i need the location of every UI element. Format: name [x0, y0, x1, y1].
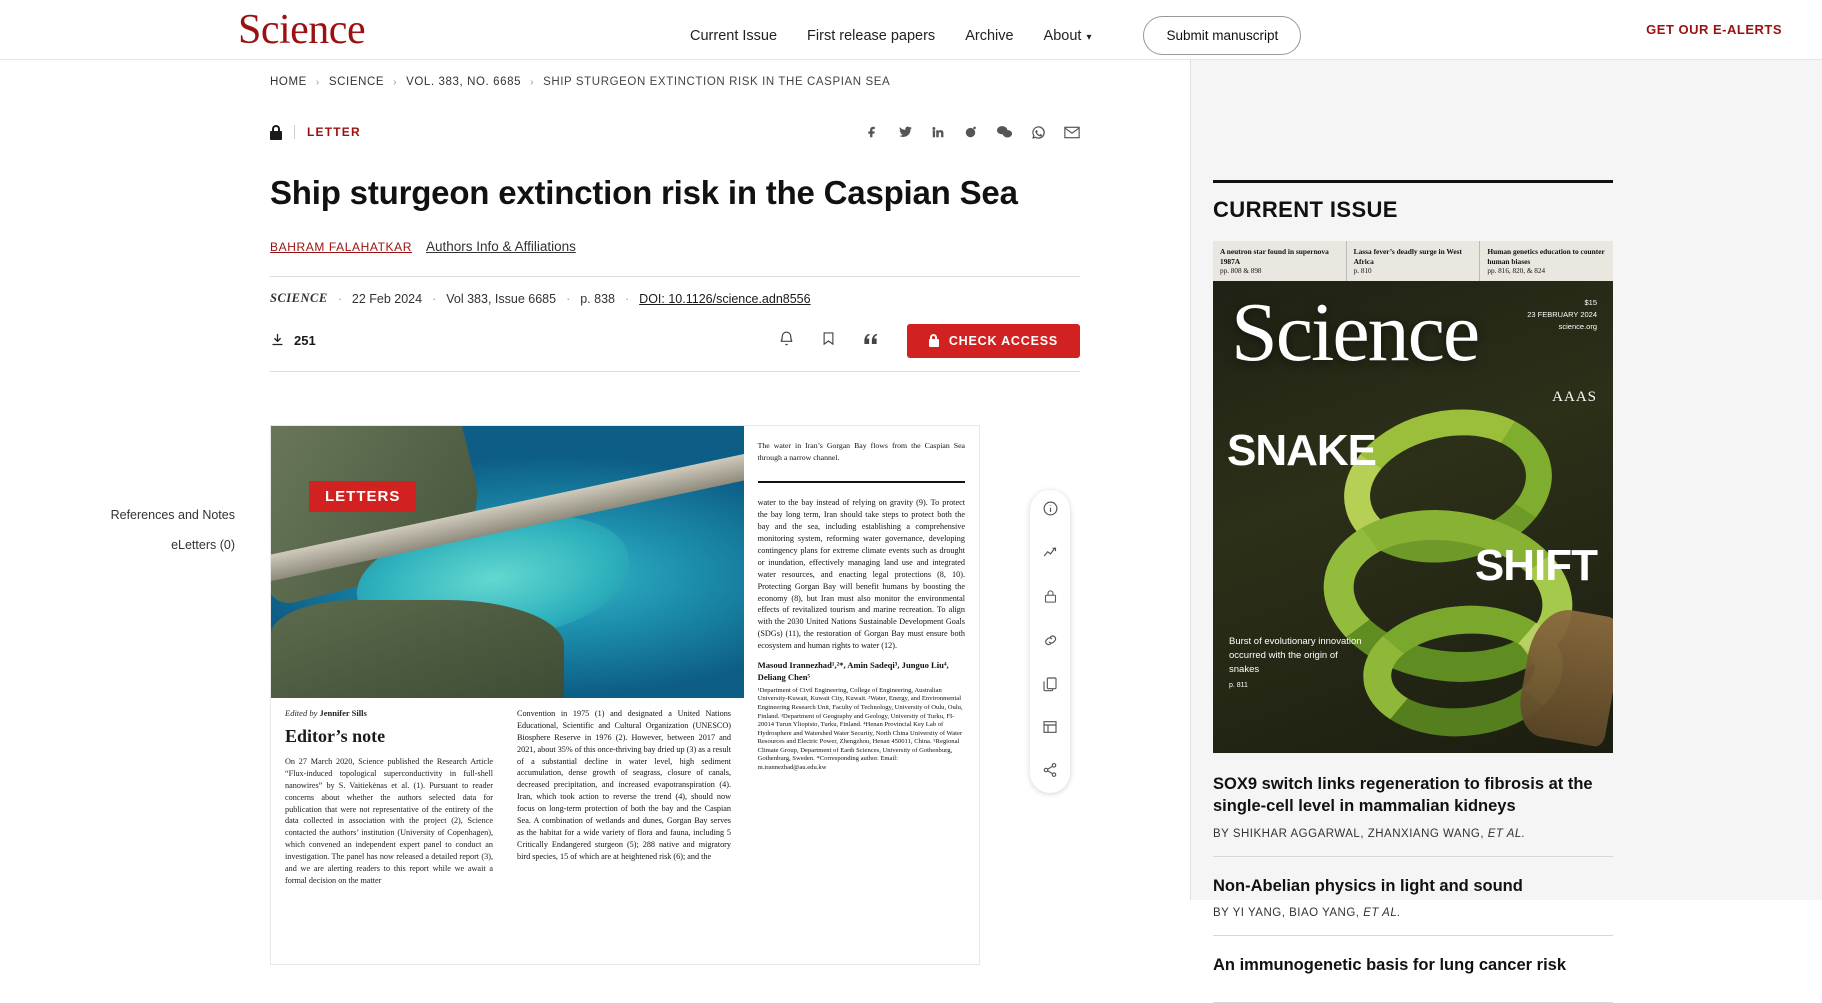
copy-icon[interactable] [1042, 676, 1058, 697]
editors-note-text: On 27 March 2020, Science published the Research Article “Flux-induced topological superconductivity in full-shell nanowires” by S. Vaitiekėnas et al. (1). Pursuant to reader concerns about whether the authors selected data for publication that were not representative of the entirety of the data collected in association with the project (2), Science contacted the authors’ institution (University of Copenhagen), which convened an independent expert panel to conduct an investigation. The panel has now released a detailed report (3), and we are alerting readers to this report while we await a formal decision on the matter [285, 757, 493, 885]
side-nav-item-references[interactable]: References and Notes [110, 508, 235, 522]
page-number: p. 838 [580, 291, 615, 306]
cover-banner [1213, 241, 1613, 281]
divider [758, 481, 965, 483]
page-title: Ship sturgeon extinction risk in the Caspian Sea [270, 174, 1018, 211]
article-side-nav [100, 500, 235, 560]
alert-bell-icon[interactable] [778, 330, 795, 352]
download-icon [270, 332, 285, 350]
byline-etal: ET AL. [1363, 906, 1401, 919]
share-icon[interactable] [1042, 762, 1058, 783]
doi-link[interactable]: DOI: 10.1126/science.adn8556 [639, 291, 811, 306]
cover-banner-title: A neutron star found in supernova 1987A [1220, 247, 1329, 266]
linkedin-icon[interactable] [931, 125, 945, 139]
pdf-column-three [744, 426, 979, 771]
side-nav-item-eletters[interactable]: eLetters (0) [171, 538, 235, 552]
article-header [270, 120, 1080, 372]
download-count-value: 251 [294, 333, 316, 349]
current-issue-panel [1213, 180, 1613, 1003]
chevron-down-icon: ▾ [1086, 31, 1092, 43]
volume-issue: Vol 383, Issue 6685 [446, 291, 557, 306]
pdf-column-three-text: water to the bay instead of relying on gravity (9). To protect the bay long term, Iran should take steps to protect both the bay and the sea, including establishing a comprehensive monitoring system, reforming water governance, developing contingency plans for extreme climate events such as drought or inundation, effectively managing land use and integrated water resources, and enacting legal protections (8, 10). Protecting Gorgan Bay will benefit humans by boosting the economy (8), but Iran must also monitor the environmental effects of revitalized tourism and marine recreation. To align with the 2030 United Nations Sustainable Development Goals (SDGs) (11), the restoration of Gorgan Bay must ensure both ecosystem and human rights to water (12). [757, 498, 965, 651]
current-issue-heading: CURRENT ISSUE [1213, 197, 1398, 222]
letters-badge: LETTERS [309, 481, 416, 512]
authors-info-affiliations-link[interactable]: Authors Info & Affiliations [426, 239, 576, 255]
breadcrumb-item-science[interactable]: SCIENCE [328, 76, 385, 88]
article-meta-row [270, 120, 1080, 144]
current-issue-article-list [1213, 753, 1613, 1003]
cover-masthead: Science [1231, 286, 1479, 379]
issue-cover[interactable] [1213, 241, 1613, 753]
photo-caption: The water in Iran’s Gorgan Bay flows from the Caspian Sea through a narrow channel. [757, 441, 965, 462]
link-icon[interactable] [1042, 632, 1059, 654]
submit-manuscript-button[interactable]: Submit manuscript [1143, 16, 1301, 55]
cover-banner-title: Lassa fever’s deadly surge in West Africa [1353, 247, 1462, 266]
cover-headline-2: SHIFT [1474, 541, 1597, 590]
nav-item-about[interactable] [1044, 28, 1092, 44]
cover-headline-1: SNAKE [1227, 426, 1377, 475]
get-e-alerts-link[interactable]: GET OUR E-ALERTS [1646, 22, 1782, 37]
cover-banner-item [1213, 241, 1347, 281]
divider [1213, 180, 1613, 183]
cover-burst-page: p. 811 [1229, 681, 1248, 689]
dot-separator: · [432, 291, 437, 306]
floating-toolbar [1030, 490, 1070, 793]
bookmark-icon[interactable] [821, 330, 836, 352]
pdf-column-two-text: Convention in 1975 (1) and designated a United Nations Educational, Scientific and Cultural Organization (UNESCO) Biosphere Reserve in 1976 (2). However, between 2017 and 2021, about 35% of this once-thriving bay dried up (3) as a result of a substantial decline in water level, high sediment accumulation, dense growth of seagrass, closure of canals, decreased precipitation, and increased evapotranspiration (4). Iran, which took action to reverse the trend (4), should now focus on long-term protection of both the bay and the Caspian Sea. A combination of wetlands and dunes, Gorgan Bay serves as the habitat for a wide variety of flora and fauna, including 5 Critically Endangered sturgeon (5); 288 native and migratory bird species, 15 of which are at heightened risk (6); and the [517, 709, 731, 861]
nav-item-current-issue[interactable]: Current Issue [690, 27, 778, 44]
breadcrumb-item-home[interactable]: HOME [270, 76, 307, 88]
check-access-label: CHECK ACCESS [948, 333, 1058, 348]
editor-name: Jennifer Sills [319, 708, 367, 718]
cover-banner-item [1347, 241, 1481, 281]
twitter-icon[interactable] [898, 125, 913, 139]
article-title[interactable]: SOX9 switch links regeneration to fibrosis at the single-cell level in mammalian kidneys [1213, 775, 1593, 816]
chevron-right-icon: › [393, 76, 398, 88]
reddit-icon[interactable] [963, 125, 978, 139]
list-item[interactable] [1213, 753, 1613, 857]
info-icon[interactable] [1042, 500, 1059, 522]
main-nav [690, 16, 1301, 55]
cover-price: $15 [1584, 298, 1597, 307]
byline-authors: BY SHIKHAR AGGARWAL, ZHANXIANG WANG, [1213, 827, 1485, 840]
lock-icon [929, 334, 939, 347]
list-item[interactable] [1213, 936, 1613, 1003]
article-authors [270, 239, 1080, 254]
cover-date: 23 FEBRUARY 2024 [1527, 310, 1597, 319]
cite-quote-icon[interactable] [862, 331, 879, 351]
cover-banner-pages: p. 810 [1353, 266, 1372, 275]
article-title[interactable]: An immunogenetic basis for lung cancer risk [1213, 955, 1567, 974]
pdf-column-two [507, 698, 745, 965]
dot-separator: · [337, 291, 342, 306]
site-header [0, 0, 1822, 60]
article-byline [1213, 828, 1613, 840]
article-publication-info [270, 276, 1080, 306]
metrics-icon[interactable] [1042, 544, 1059, 566]
nav-item-first-release[interactable]: First release papers [807, 27, 936, 44]
breadcrumb-item-current: SHIP STURGEON EXTINCTION RISK IN THE CASPIAN SEA [543, 76, 891, 88]
breadcrumb [270, 76, 890, 88]
article-byline [1213, 907, 1613, 919]
byline-authors: BY YI YANG, BIAO YANG, [1213, 906, 1360, 919]
author-name[interactable]: BAHRAM FALAHATKAR [270, 239, 413, 254]
cover-banner-item [1480, 241, 1613, 281]
publication-date: 22 Feb 2024 [351, 291, 423, 306]
article-title[interactable]: Non-Abelian physics in light and sound [1213, 876, 1523, 895]
wechat-icon[interactable] [996, 125, 1013, 139]
dot-separator: · [566, 291, 571, 306]
cover-issue-info [1527, 297, 1597, 333]
breadcrumb-item-volume[interactable]: VOL. 383, NO. 6685 [406, 76, 522, 88]
nav-item-archive[interactable]: Archive [965, 27, 1014, 44]
article-type-tag: LETTER [307, 125, 361, 139]
cover-publisher: AAAS [1552, 389, 1597, 405]
email-icon[interactable] [1064, 126, 1080, 139]
chevron-right-icon: › [530, 76, 535, 88]
pdf-editors-note [271, 698, 507, 965]
lock-icon[interactable] [1043, 588, 1058, 610]
facebook-icon[interactable] [866, 125, 880, 139]
cover-burst-text [1229, 635, 1369, 691]
editors-note-heading: Editor’s note [285, 726, 386, 746]
nav-item-about-label: About [1043, 27, 1082, 44]
cover-site: science.org [1558, 322, 1597, 331]
table-icon[interactable] [1042, 719, 1058, 740]
edited-by-line [285, 708, 493, 718]
pdf-preview[interactable] [270, 425, 980, 965]
article-photo [271, 426, 744, 698]
article-actions [270, 324, 1080, 372]
page-body [0, 60, 1822, 974]
share-icon-group [866, 125, 1080, 140]
cover-banner-title: Human genetics education to counter human biases [1487, 247, 1605, 266]
divider [294, 125, 295, 139]
pdf-affiliations: ¹Department of Civil Engineering, College of Engineering, Australian University-Kuwait, Kuwait City, Kuwait. ²Water, Energy, and Environmental Engineering Research Unit, Faculty of Technology, University of Oulu, Oulu, Finland. ³Department of Geography and Geology, University of Turku, FI-20014 Turun Yliopisto, Turku, Finland. ⁴Henan Provincial Key Lab of Hydrosphere and Watershed Water Security, North China University of Water Resources and Electric Power, Zhengzhou, Henan 450011, China. ⁵Regional Climate Group, Department of Earth Sciences, University of Gothenburg, Gothenburg, Sweden. *Corresponding author. Email: m.irannezhad@au.edu.kw [757, 686, 963, 771]
download-count[interactable] [270, 332, 316, 350]
whatsapp-icon[interactable] [1031, 125, 1046, 140]
chevron-right-icon: › [315, 76, 320, 88]
article-action-icons [778, 330, 879, 352]
check-access-button[interactable] [907, 324, 1080, 358]
dot-separator: · [625, 291, 630, 306]
byline-etal: ET AL. [1487, 827, 1526, 840]
pdf-paper-authors: Masoud Irannezhad¹,²*, Amin Sadeqi³, Junguo Liu⁴, Deliang Chen⁵ [757, 659, 949, 683]
edited-by-prefix: Edited by [285, 708, 318, 718]
cover-banner-pages: pp. 808 & 898 [1220, 266, 1262, 275]
cover-burst-copy: Burst of evolutionary innovation occurred with the origin of snakes [1229, 635, 1362, 676]
science-logo[interactable]: Science [238, 7, 366, 53]
cover-banner-pages: pp. 816, 820, & 824 [1487, 266, 1546, 275]
journal-name: SCIENCE [270, 291, 328, 306]
lock-icon [270, 125, 282, 140]
list-item[interactable] [1213, 857, 1613, 936]
